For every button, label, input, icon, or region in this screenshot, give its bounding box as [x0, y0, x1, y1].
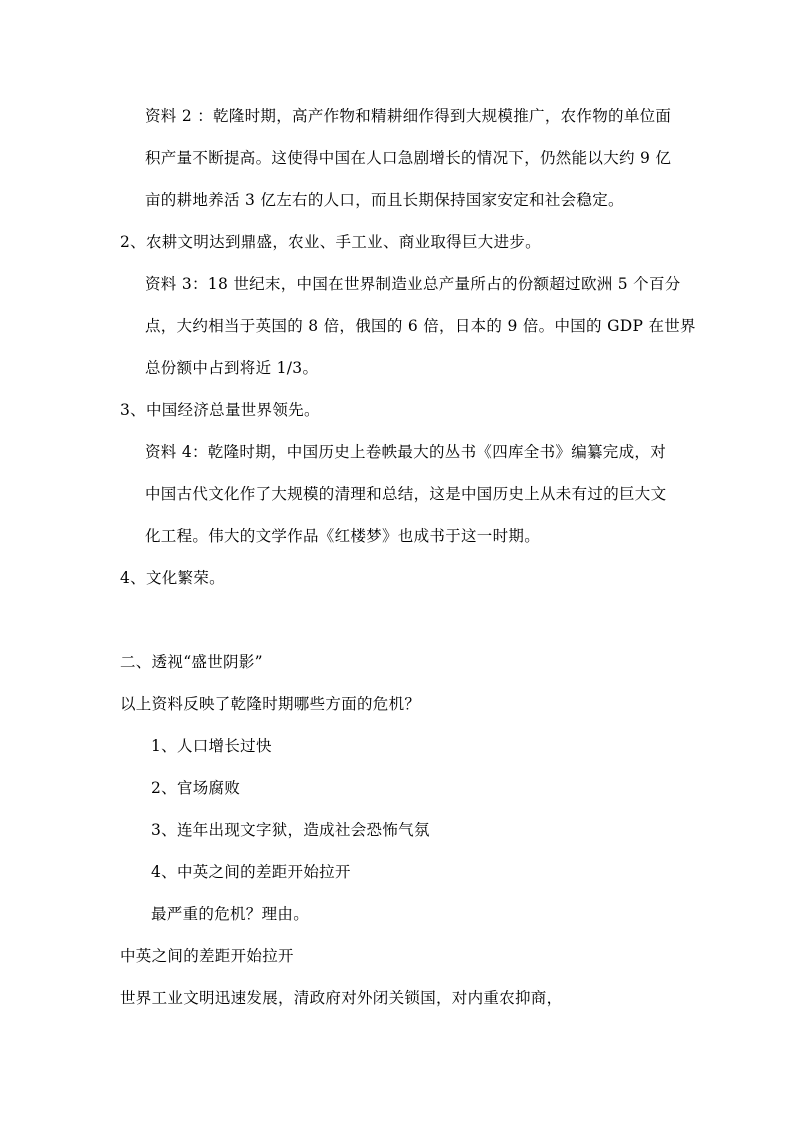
- material-2-line-3: 亩的耕地养活 3 亿左右的人口，而且长期保持国家安定和社会稳定。: [145, 191, 624, 209]
- crisis-item-2: 2、官场腐败: [151, 779, 241, 797]
- material-3-line-3: 总份额中占到将近 1/3。: [145, 359, 319, 377]
- material-3-line-2: 点，大约相当于英国的 8 倍，俄国的 6 倍，日本的 9 倍。中国的 GDP 在世界: [145, 317, 696, 335]
- question-2: 最严重的危机？理由。: [151, 905, 310, 923]
- answer-line-1: 中英之间的差距开始拉开: [120, 947, 294, 965]
- answer-line-2: 世界工业文明迅速发展，清政府对外闭关锁国，对内重农抑商，: [120, 989, 563, 1007]
- material-3-line-1: 资料 3：18 世纪末，中国在世界制造业总产量所占的份额超过欧洲 5 个百分: [145, 275, 681, 293]
- question-1: 以上资料反映了乾隆时期哪些方面的危机？: [120, 695, 421, 713]
- crisis-item-3: 3、连年出现文字狱，造成社会恐怖气氛: [151, 821, 430, 839]
- crisis-item-1: 1、人口增长过快: [151, 737, 272, 755]
- material-2-line-2: 积产量不断提高。这使得中国在人口急剧增长的情况下，仍然能以大约 9 亿: [145, 149, 672, 167]
- point-4: 4、文化繁荣。: [120, 569, 225, 587]
- point-2: 2、农耕文明达到鼎盛，农业、手工业、商业取得巨大进步。: [120, 233, 541, 251]
- material-4-line-2: 中国古代文化作了大规模的清理和总结，这是中国历史上从未有过的巨大文: [145, 485, 667, 503]
- section-2-heading: 二、透视“盛世阴影”: [120, 653, 263, 671]
- crisis-item-4: 4、中英之间的差距开始拉开: [151, 863, 351, 881]
- point-3: 3、中国经济总量世界领先。: [120, 401, 320, 419]
- material-2-line-1: 资料 2 ：乾隆时期，高产作物和精耕细作得到大规模推广，农作物的单位面: [145, 107, 672, 125]
- material-4-line-3: 化工程。伟大的文学作品《红楼梦》也成书于这一时期。: [145, 527, 541, 545]
- material-4-line-1: 资料 4：乾隆时期，中国历史上卷帙最大的丛书《四库全书》编纂完成，对: [145, 443, 666, 461]
